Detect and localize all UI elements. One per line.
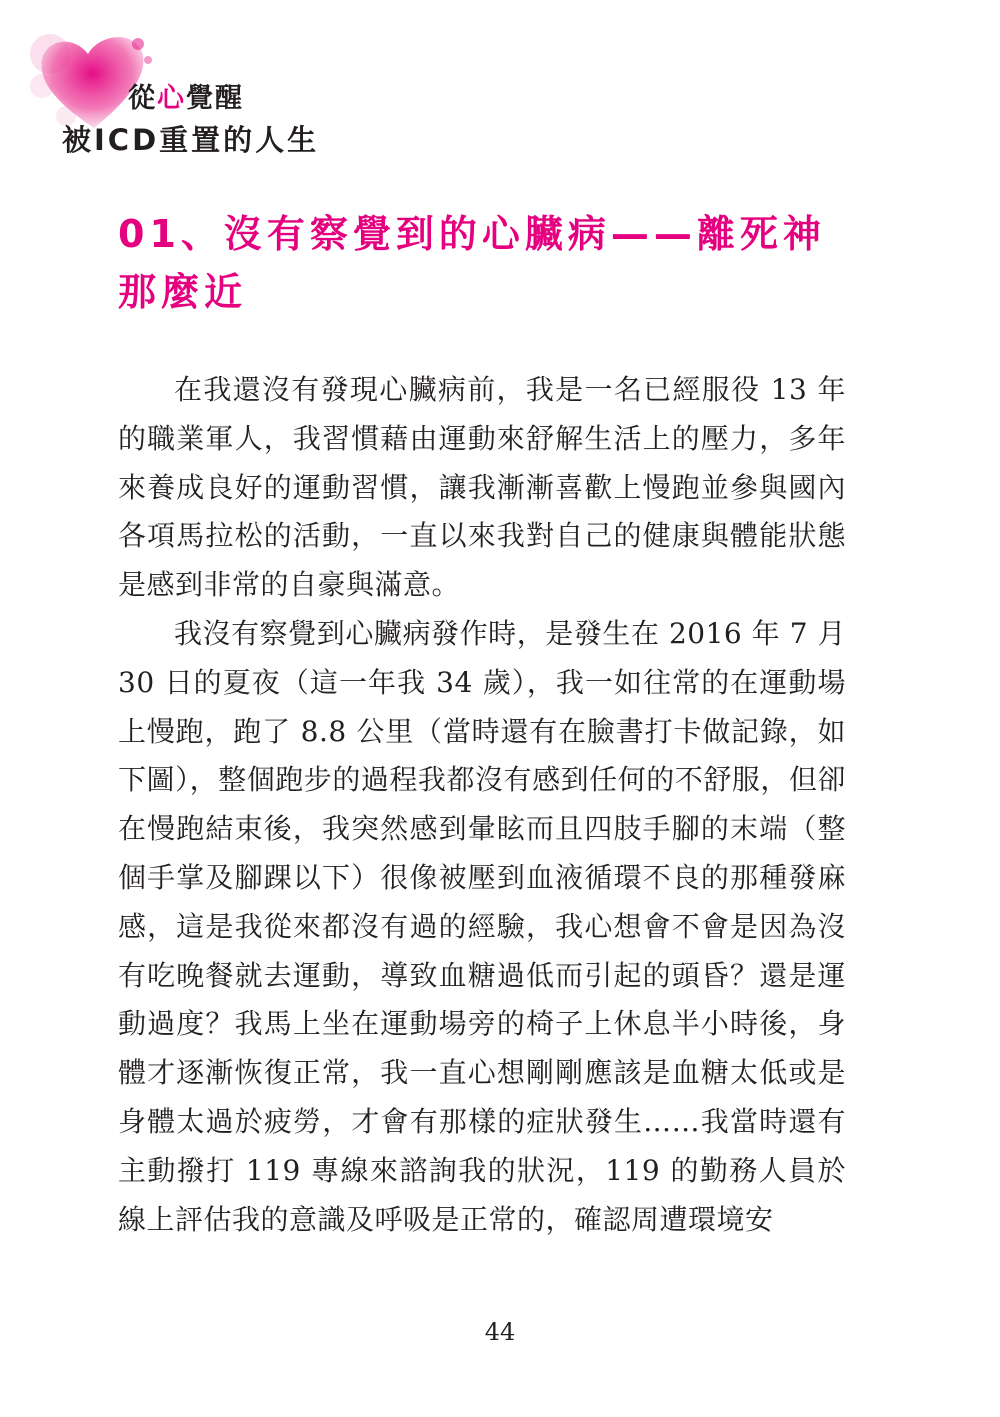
book-title-from: 從 bbox=[128, 83, 157, 114]
paragraph: 在我還沒有發現心臟病前，我是一名已經服役 13 年的職業軍人，我習慣藉由運動來舒解生活上的壓力，多年來養成良好的運動習慣，讓我漸漸喜歡上慢跑並參與國內各項馬拉松的活動，一直以來我對自己的健康與體能狀態是感到非常的自豪與滿意。 bbox=[118, 373, 846, 602]
book-title-awaken: 覺醒 bbox=[186, 83, 244, 114]
paragraph: 我沒有察覺到心臟病發作時，是發生在 2016 年 7 月 30 日的夏夜（這一年我 34 歲），我一如往常的在運動場上慢跑，跑了 8.8 公里（當時還有在臉書打卡做記錄，如下圖），整個跑步的過程我都沒有感到任何的不舒服，但卻在慢跑結束後，我突然感到暈眩而且四肢手腳的末端（整個手掌及腳踝以下）很像被壓到血液循環不良的那種發麻感，這是我從來都沒有過的經驗，我心想會不會是因為沒有吃晚餐就去運動，導致血糖過低而引起的頭昏？還是運動過度？我馬上坐在運動場旁的椅子上休息半小時後，身體才逐漸恢復正常，我一直心想剛剛應該是血糖太低或是身體太過於疲勞，才會有那樣的症狀發生……我當時還有主動撥打 119 專線來諮詢我的狀況，119 的勤務人員於線上評估我的意識及呼吸是正常的，確認周遭環境安 bbox=[118, 616, 846, 1236]
body-text bbox=[118, 366, 846, 1244]
book-title-line2: 被ICD重置的人生 bbox=[62, 123, 320, 157]
page-number: 44 bbox=[484, 1318, 516, 1346]
book-title-heart-character: 心 bbox=[157, 83, 186, 114]
book-header bbox=[0, 0, 340, 170]
book-title-line1 bbox=[128, 76, 244, 115]
chapter-title: 01、沒有察覺到的心臟病——離死神那麼近 bbox=[118, 212, 826, 314]
